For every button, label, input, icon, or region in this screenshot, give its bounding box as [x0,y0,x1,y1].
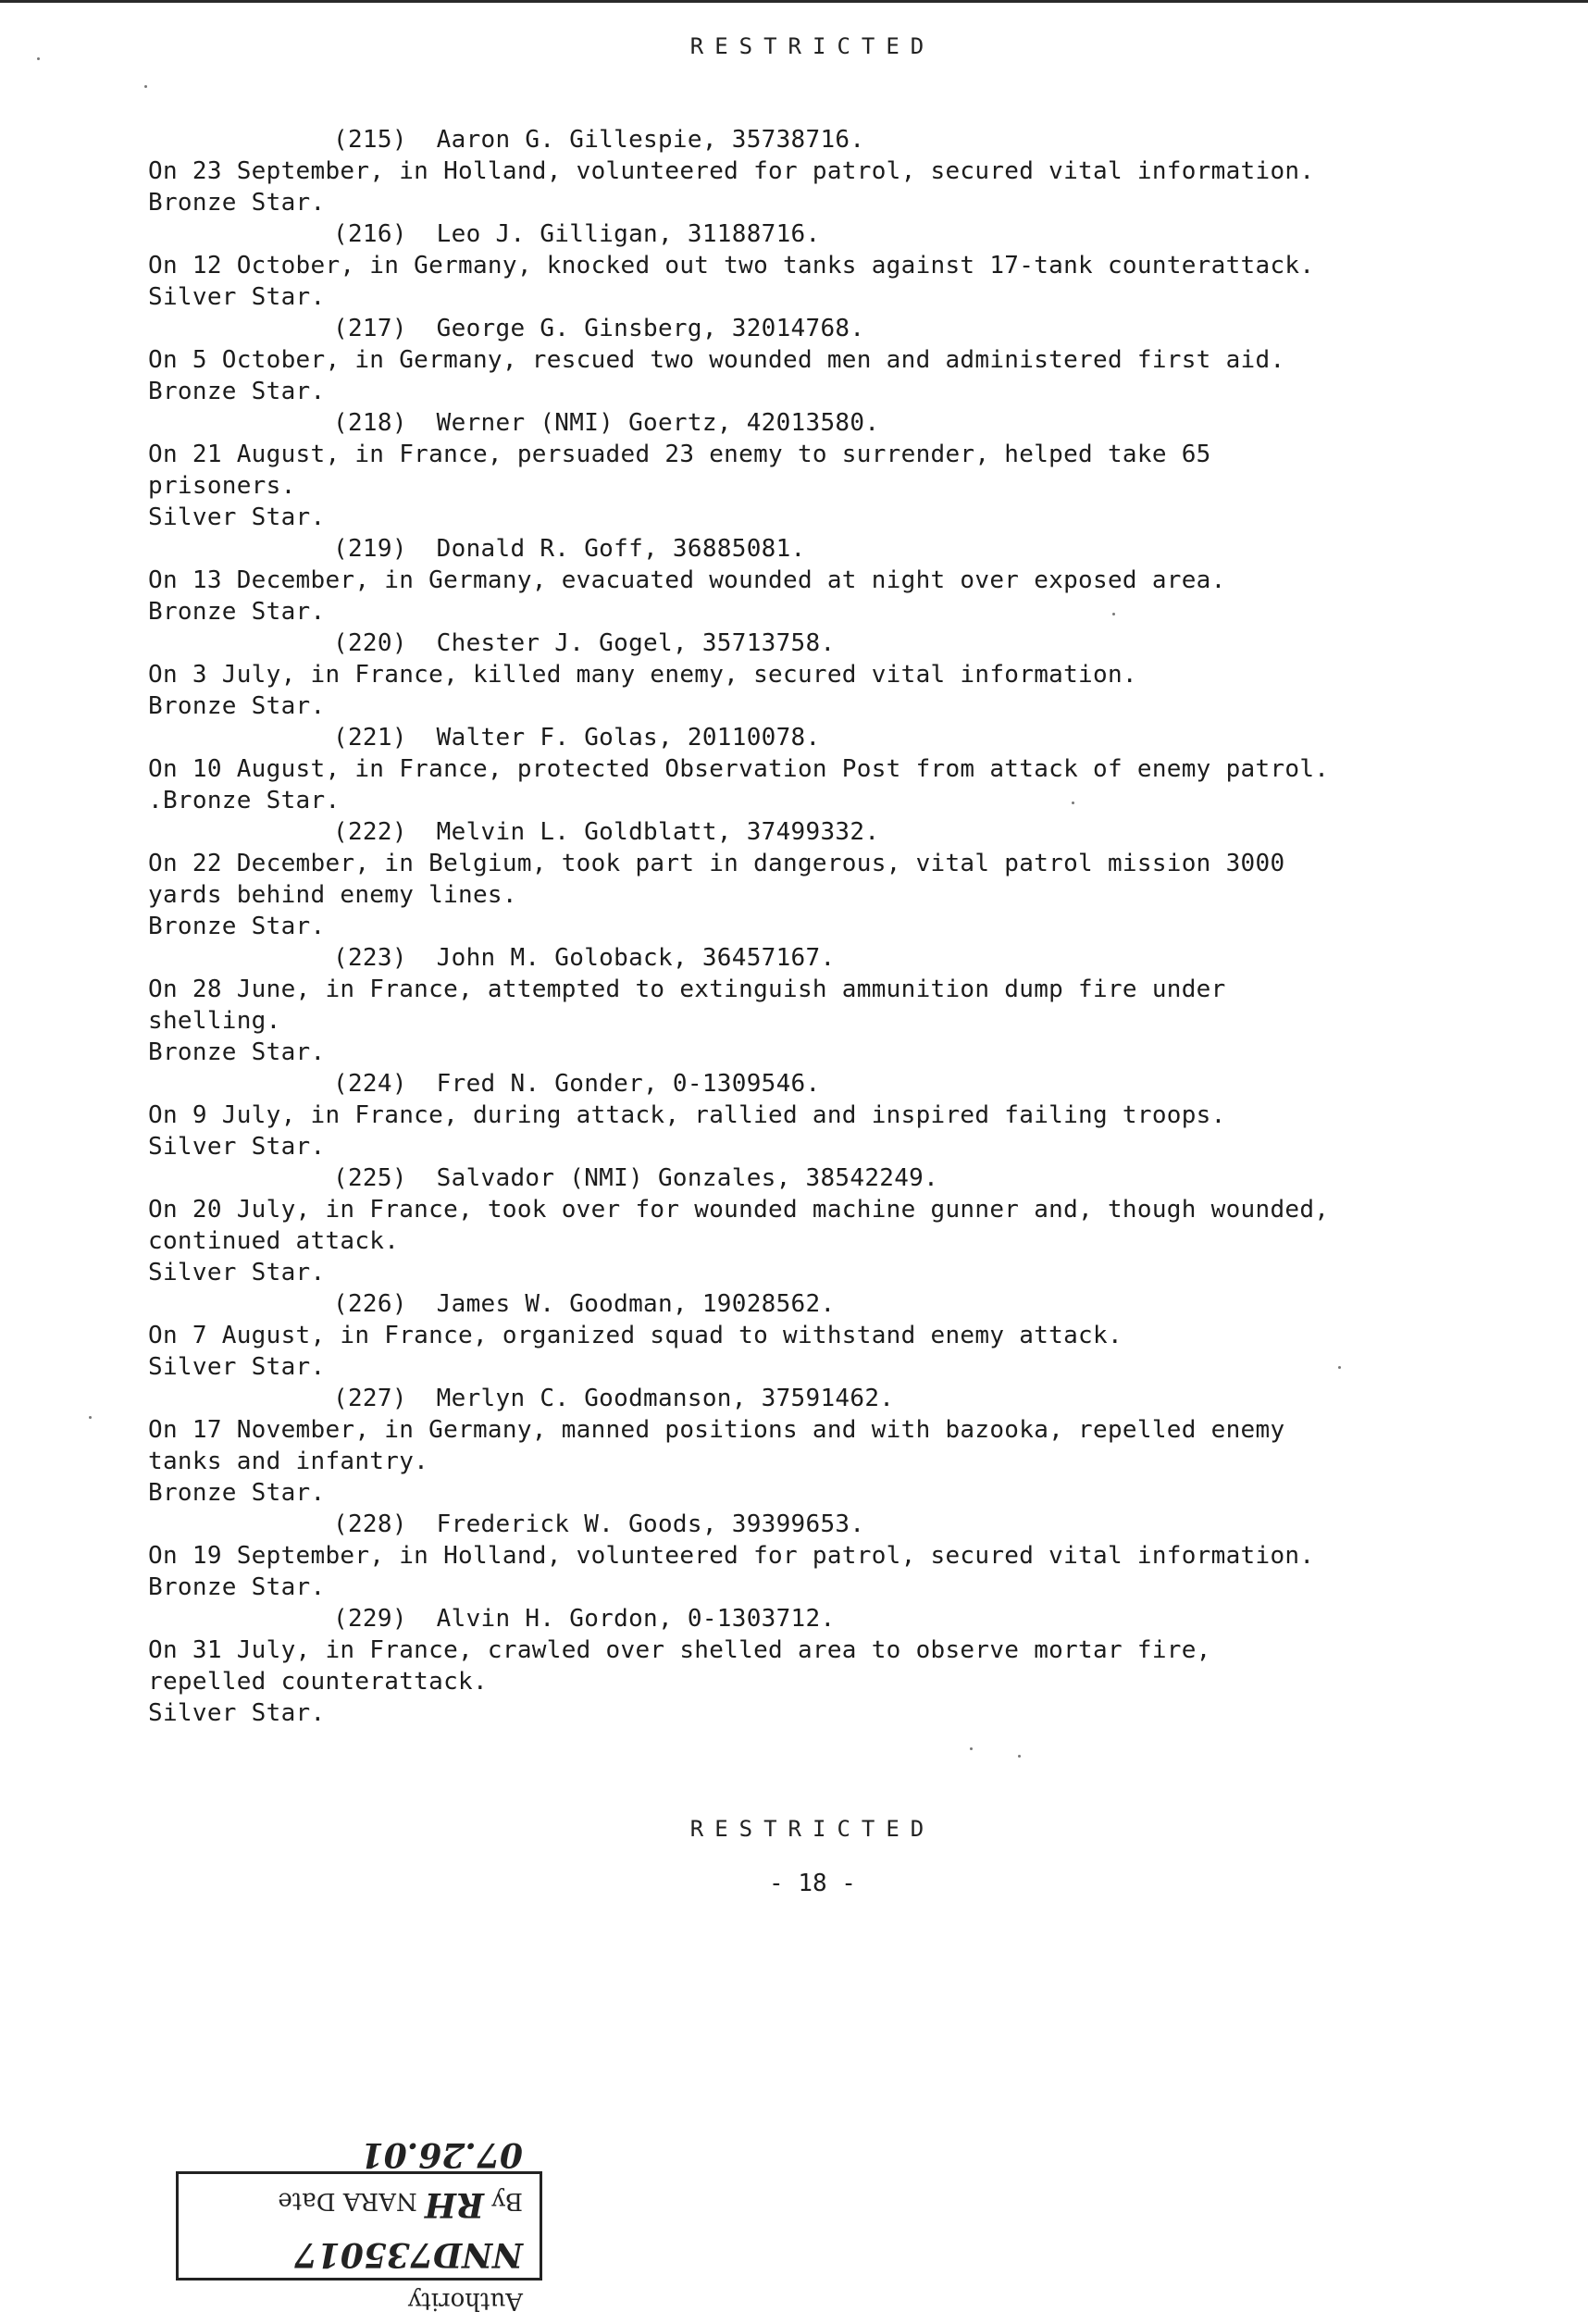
award-entry [148,942,1481,1068]
award-entry [148,407,1481,533]
entry-award: Bronze Star. [148,1038,326,1066]
scan-speck [1072,802,1074,804]
entry-award: Bronze Star. [148,378,326,405]
entry-citation-line: On 28 June, in France, attempted to extinguish ammunition dump fire under [148,976,1226,1003]
entry-citation-line: prisoners. [148,472,296,500]
entry-heading: (215) Aaron G. Gillespie, 35738716. [333,126,865,154]
stamp-by-line [195,2128,523,2228]
stamp-authority-line [195,2228,523,2324]
scan-speck [1338,1366,1341,1369]
stamp-date: 07.26.01 [360,2135,523,2174]
entry-citation-line: On 23 September, in Holland, volunteered for patrol, secured vital information. [148,157,1315,185]
stamp-by-label: By [491,2187,523,2215]
entry-heading: (225) Salvador (NMI) Gonzales, 38542249. [333,1164,939,1192]
entry-award: Bronze Star. [148,692,326,720]
entry-heading: (221) Walter F. Golas, 20110078. [333,724,821,752]
entry-award: Silver Star. [148,503,326,531]
entry-award: Silver Star. [148,1353,326,1381]
entry-heading: (218) Werner (NMI) Goertz, 42013580. [333,409,880,437]
entry-citation-line: On 9 July, in France, during attack, rallied and inspired failing troops. [148,1101,1226,1129]
top-rule [0,0,1588,3]
stamp-nara-label: NARA Date [278,2187,417,2215]
entry-heading: (224) Fred N. Gonder, 0-1309546. [333,1070,821,1098]
entry-award: Silver Star. [148,1133,326,1161]
entry-heading: (227) Merlyn C. Goodmanson, 37591462. [333,1385,895,1412]
entry-heading: (229) Alvin H. Gordon, 0-1303712. [333,1605,836,1633]
entry-award: Silver Star. [148,1699,326,1727]
scan-speck [1018,1755,1021,1758]
stamp-content-inverted [179,2135,540,2315]
entry-award: Bronze Star. [148,913,326,940]
footer-classification: RESTRICTED [689,1816,936,1842]
entry-heading: (217) George G. Ginsberg, 32014768. [333,315,865,342]
stamp-by-initials: RH [425,2185,484,2224]
declassification-stamp [176,2135,542,2315]
entry-citation-line: tanks and infantry. [148,1448,429,1475]
entry-citation-line: shelling. [148,1007,281,1035]
award-entry [148,218,1481,313]
stamp-authority-number: NND735017 [293,2235,523,2274]
award-entry [148,1288,1481,1383]
entry-heading: (223) John M. Goloback, 36457167. [333,944,836,972]
header-classification: RESTRICTED [689,33,936,59]
scan-speck [89,1416,92,1419]
entry-citation-line: On 3 July, in France, killed many enemy, secured vital information. [148,661,1137,689]
entry-citation-line: On 17 November, in Germany, manned positions and with bazooka, repelled enemy [148,1416,1285,1444]
entry-heading: (220) Chester J. Gogel, 35713758. [333,629,836,657]
entry-citation-line: yards behind enemy lines. [148,881,517,909]
entry-citation-line: continued attack. [148,1227,400,1255]
award-entry [148,124,1481,218]
award-entry [148,722,1481,816]
award-entry [148,1383,1481,1509]
entry-award: Bronze Star. [148,1479,326,1507]
entry-citation-line: On 7 August, in France, organized squad to withstand enemy attack. [148,1322,1123,1349]
entry-award: Silver Star. [148,1259,326,1286]
entry-heading: (219) Donald R. Goff, 36885081. [333,535,806,563]
entry-heading: (216) Leo J. Gilligan, 31188716. [333,220,821,248]
entry-citation-line: On 21 August, in France, persuaded 23 enemy to surrender, helped take 65 [148,441,1211,468]
award-entry [148,816,1481,942]
entry-heading: (228) Frederick W. Goods, 39399653. [333,1510,865,1538]
award-entry [148,1162,1481,1288]
entry-award: Bronze Star. [148,189,326,217]
entry-heading: (222) Melvin L. Goldblatt, 37499332. [333,818,880,846]
entry-citation-line: repelled counterattack. [148,1668,488,1696]
entry-award: .Bronze Star. [148,787,341,814]
scan-speck [1112,613,1115,615]
scan-speck [970,1747,973,1750]
award-entry [148,533,1481,628]
award-entry [148,1603,1481,1729]
award-entry [148,628,1481,722]
entry-citation-line: On 31 July, in France, crawled over shelled area to observe mortar fire, [148,1636,1211,1664]
entry-award: Silver Star. [148,283,326,311]
entry-citation-line: On 20 July, in France, took over for wounded machine gunner and, though wounded, [148,1196,1330,1224]
scan-speck [37,57,40,60]
entry-citation-line: On 13 December, in Germany, evacuated wounded at night over exposed area. [148,566,1226,594]
entry-citation-line: On 12 October, in Germany, knocked out two tanks against 17-tank counterattack. [148,252,1315,280]
award-entry [148,1509,1481,1603]
page-number: - 18 - [769,1870,856,1897]
entry-award: Bronze Star. [148,1573,326,1601]
entry-award: Bronze Star. [148,598,326,626]
entry-citation-line: On 22 December, in Belgium, took part in dangerous, vital patrol mission 3000 [148,850,1285,877]
award-entry [148,1068,1481,1162]
award-entry [148,313,1481,407]
award-entries-list [148,124,1481,1729]
scan-speck [144,85,147,88]
entry-citation-line: On 10 August, in France, protected Observation Post from attack of enemy patrol. [148,755,1330,783]
stamp-authority-label: Authority [407,2287,523,2315]
entry-heading: (226) James W. Goodman, 19028562. [333,1290,836,1318]
entry-citation-line: On 19 September, in Holland, volunteered for patrol, secured vital information. [148,1542,1315,1570]
entry-citation-line: On 5 October, in Germany, rescued two wounded men and administered first aid. [148,346,1285,374]
